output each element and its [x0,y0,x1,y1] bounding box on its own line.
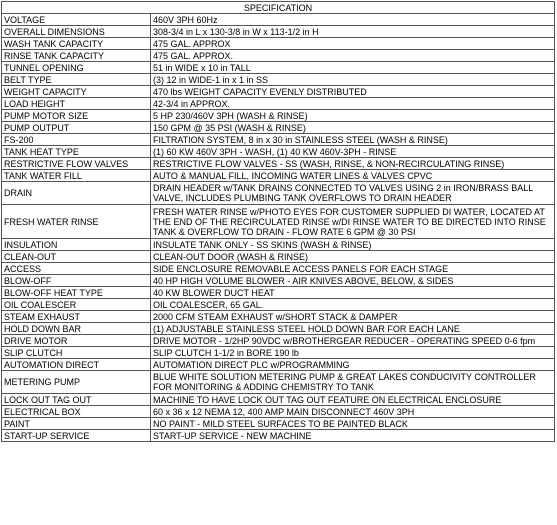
table-row [2,146,555,158]
spec-value: 308-3/4 in L x 130-3/8 in W x 113-1/2 in H [151,26,555,38]
table-row [2,50,555,62]
table-header: SPECIFICATION [2,2,555,14]
spec-label: HOLD DOWN BAR [2,323,151,335]
table-row [2,14,555,26]
spec-value: RESTRICTIVE FLOW VALVES - SS (WASH, RINSE, & NON-RECIRCULATING RINSE) [151,158,555,170]
spec-value: MACHINE TO HAVE LOCK OUT TAG OUT FEATURE ON ELECTRICAL ENCLOSURE [151,394,555,406]
spec-value: 42-3/4 in APPROX. [151,98,555,110]
table-row [2,122,555,134]
table-row [2,170,555,182]
spec-value: AUTO & MANUAL FILL, INCOMING WATER LINES & VALVES CPVC [151,170,555,182]
spec-value: 150 GPM @ 35 PSI (WASH & RINSE) [151,122,555,134]
table-row [2,110,555,122]
spec-value: 40 HP HIGH VOLUME BLOWER - AIR KNIVES ABOVE, BELOW, & SIDES [151,275,555,287]
table-row [2,406,555,418]
spec-label: FRESH WATER RINSE [2,205,151,239]
spec-label: TUNNEL OPENING [2,62,151,74]
spec-value: (3) 12 in WIDE-1 in x 1 in SS [151,74,555,86]
spec-label: PUMP OUTPUT [2,122,151,134]
specification-rows [2,14,555,442]
table-row [2,182,555,205]
spec-value: CLEAN-OUT DOOR (WASH & RINSE) [151,251,555,263]
spec-label: ACCESS [2,263,151,275]
spec-value: SLIP CLUTCH 1-1/2 in BORE 190 lb [151,347,555,359]
spec-value: 40 KW BLOWER DUCT HEAT [151,287,555,299]
spec-value: AUTOMATION DIRECT PLC w/PROGRAMMING [151,359,555,371]
spec-value: OIL COALESCER, 65 GAL. [151,299,555,311]
spec-label: WASH TANK CAPACITY [2,38,151,50]
spec-value: DRAIN HEADER w/TANK DRAINS CONNECTED TO VALVES USING 2 in IRON/BRASS BALL VALVE, INCLUDES PLUMBING TANK OVERFLOWS TO DRAIN HEADER [151,182,555,205]
spec-value: 2000 CFM STEAM EXHAUST w/SHORT STACK & DAMPER [151,311,555,323]
spec-value: 475 GAL. APPROX. [151,50,555,62]
table-row [2,86,555,98]
table-row [2,430,555,442]
table-row [2,263,555,275]
spec-label: TANK HEAT TYPE [2,146,151,158]
table-row [2,98,555,110]
table-row [2,371,555,394]
spec-label: STEAM EXHAUST [2,311,151,323]
spec-label: VOLTAGE [2,14,151,26]
table-row [2,347,555,359]
spec-value: FILTRATION SYSTEM, 8 in x 30 in STAINLESS STEEL (WASH & RINSE) [151,134,555,146]
table-row [2,299,555,311]
table-row [2,205,555,239]
table-row [2,275,555,287]
spec-label: AUTOMATION DIRECT [2,359,151,371]
table-row [2,323,555,335]
table-row [2,311,555,323]
spec-value: DRIVE MOTOR - 1/2HP 90VDC w/BROTHERGEAR REDUCER - OPERATING SPEED 0-6 fpm [151,335,555,347]
spec-value: 51 in WIDE x 10 in TALL [151,62,555,74]
spec-value: BLUE WHITE SOLUTION METERING PUMP & GREAT LAKES CONDUCIVITY CONTROLLER FOR MONITORING & ADDING CHEMISTRY TO TANK [151,371,555,394]
spec-label: DRIVE MOTOR [2,335,151,347]
spec-value: (1) 60 KW 460V 3PH - WASH, (1) 40 KW 460V-3PH - RINSE [151,146,555,158]
spec-value: START-UP SERVICE - NEW MACHINE [151,430,555,442]
spec-label: FS-200 [2,134,151,146]
table-row [2,62,555,74]
spec-label: PAINT [2,418,151,430]
table-row [2,251,555,263]
spec-label: METERING PUMP [2,371,151,394]
spec-label: ELECTRICAL BOX [2,406,151,418]
spec-label: OIL COALESCER [2,299,151,311]
table-row [2,394,555,406]
spec-label: CLEAN-OUT [2,251,151,263]
spec-value: INSULATE TANK ONLY - SS SKINS (WASH & RINSE) [151,239,555,251]
spec-label: BELT TYPE [2,74,151,86]
spec-label: RESTRICTIVE FLOW VALVES [2,158,151,170]
spec-label: START-UP SERVICE [2,430,151,442]
table-row [2,158,555,170]
table-row [2,335,555,347]
table-row [2,359,555,371]
spec-label: TANK WATER FILL [2,170,151,182]
table-row [2,239,555,251]
spec-label: LOAD HEIGHT [2,98,151,110]
spec-value: 60 x 36 x 12 NEMA 12, 400 AMP MAIN DISCONNECT 460V 3PH [151,406,555,418]
specification-table [1,1,555,442]
spec-value: NO PAINT - MILD STEEL SURFACES TO BE PAINTED BLACK [151,418,555,430]
spec-label: INSULATION [2,239,151,251]
table-row [2,134,555,146]
spec-value: 470 lbs WEIGHT CAPACITY EVENLY DISTRIBUTED [151,86,555,98]
table-row [2,418,555,430]
table-row [2,287,555,299]
spec-label: BLOW-OFF HEAT TYPE [2,287,151,299]
spec-value: 5 HP 230/460V 3PH (WASH & RINSE) [151,110,555,122]
spec-value: 460V 3PH 60Hz [151,14,555,26]
spec-label: DRAIN [2,182,151,205]
spec-value: SIDE ENCLOSURE REMOVABLE ACCESS PANELS FOR EACH STAGE [151,263,555,275]
table-row [2,38,555,50]
spec-label: PUMP MOTOR SIZE [2,110,151,122]
spec-label: SLIP CLUTCH [2,347,151,359]
spec-value: 475 GAL. APPROX [151,38,555,50]
table-row [2,74,555,86]
spec-label: LOCK OUT TAG OUT [2,394,151,406]
spec-label: RINSE TANK CAPACITY [2,50,151,62]
spec-value: FRESH WATER RINSE w/PHOTO EYES FOR CUSTOMER SUPPLIED DI WATER, LOCATED AT THE END OF THE RECIRCULATED RINSE w/DI RINSE WATER TO BE DIRECTED INTO RINSE TANK & OVERFLOW TO DRAIN - FLOW RATE 6 GPM @ 30 PSI [151,205,555,239]
table-row [2,26,555,38]
spec-label: WEIGHT CAPACITY [2,86,151,98]
spec-label: OVERALL DIMENSIONS [2,26,151,38]
spec-label: BLOW-OFF [2,275,151,287]
spec-value: (1) ADJUSTABLE STAINLESS STEEL HOLD DOWN BAR FOR EACH LANE [151,323,555,335]
